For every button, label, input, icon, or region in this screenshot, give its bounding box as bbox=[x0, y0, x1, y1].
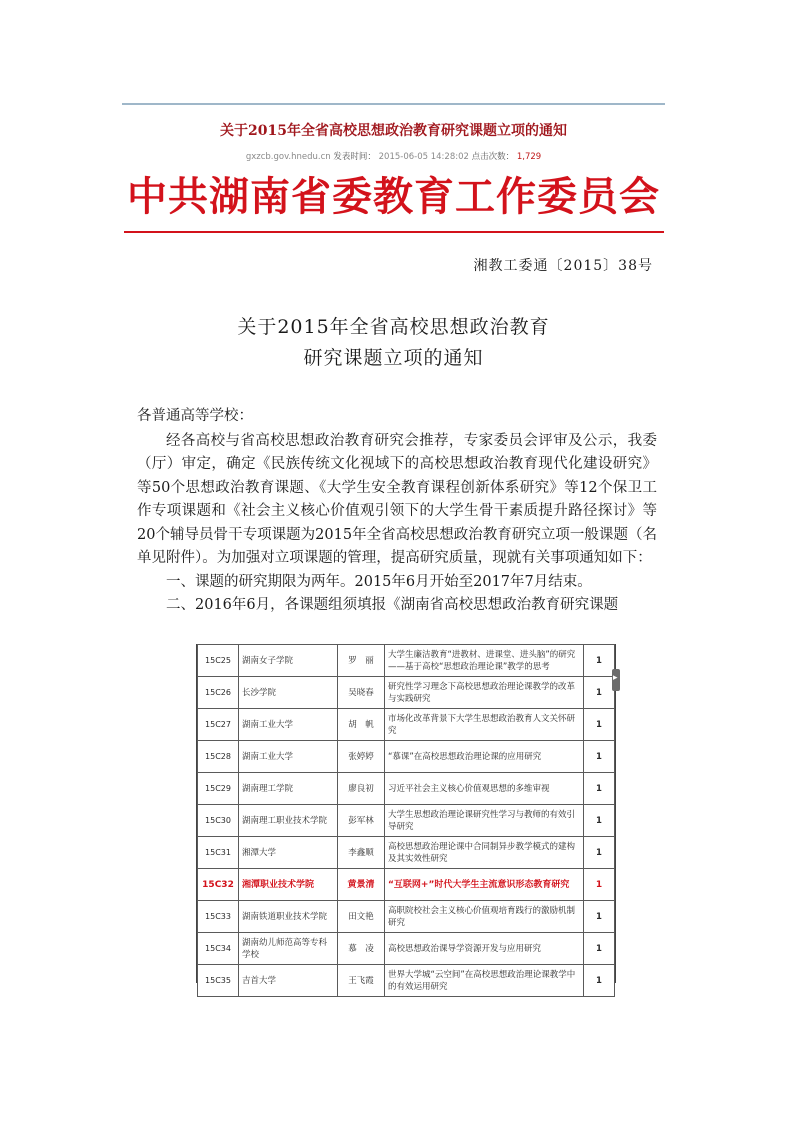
expand-arrow-icon[interactable] bbox=[612, 669, 620, 691]
project-code: 15C29 bbox=[198, 773, 239, 805]
project-code: 15C25 bbox=[198, 645, 239, 677]
header-rule bbox=[122, 103, 665, 105]
project-topic: 研究性学习理念下高校思想政治理论课教学的改革与实践研究 bbox=[385, 677, 584, 709]
project-topic: 高职院校社会主义核心价值观培育践行的激励机制研究 bbox=[385, 901, 584, 933]
table-row bbox=[198, 837, 615, 869]
project-code: 15C26 bbox=[198, 677, 239, 709]
paragraph-item-1: 一、课题的研究期限为两年。2015年6月开始至2017年7月结束。 bbox=[166, 573, 592, 590]
source-domain: gxzcb.gov.hnedu.cn bbox=[245, 152, 331, 162]
school-name: 长沙学院 bbox=[239, 677, 338, 709]
school-name: 吉首大学 bbox=[239, 965, 338, 997]
table-row bbox=[198, 741, 615, 773]
click-count: 1,729 bbox=[516, 152, 542, 162]
web-article-title: 关于2015年全省高校思想政治教育研究课题立项的通知 bbox=[220, 123, 567, 139]
table-row bbox=[198, 805, 615, 837]
masthead-red-rule bbox=[124, 231, 664, 233]
project-list-table-image bbox=[196, 644, 616, 992]
masthead: 中共湖南省委教育工作委员会 bbox=[127, 174, 660, 220]
project-count: 1 bbox=[584, 645, 615, 677]
project-topic: “互联网+”时代大学生主流意识形态教育研究 bbox=[385, 869, 584, 901]
project-count: 1 bbox=[584, 677, 615, 709]
project-topic: 大学生廉洁教育“进教材、进课堂、进头脑”的研究——基于高校“思想政治理论课”教学的思考 bbox=[385, 645, 584, 677]
project-code: 15C32 bbox=[198, 869, 239, 901]
table-row bbox=[198, 869, 615, 901]
project-leader: 慕 凌 bbox=[338, 933, 385, 965]
project-count: 1 bbox=[584, 805, 615, 837]
project-count: 1 bbox=[584, 709, 615, 741]
project-count: 1 bbox=[584, 901, 615, 933]
project-count: 1 bbox=[584, 965, 615, 997]
project-count: 1 bbox=[584, 741, 615, 773]
project-topic: “慕课”在高校思想政治理论课的应用研究 bbox=[385, 741, 584, 773]
project-count: 1 bbox=[584, 869, 615, 901]
school-name: 湘潭大学 bbox=[239, 837, 338, 869]
table-row bbox=[198, 965, 615, 997]
project-leader: 张婷婷 bbox=[338, 741, 385, 773]
paragraph-intro: 经各高校与省高校思想政治教育研究会推荐，专家委员会评审及公示，我委（厅）审定，确定《民族传统文化视域下的高校思想政治教育现代化建设研究》等50个思想政治教育课题、《大学生安全教育课程创新体系研究》等12个保卫工作专项课题和《社会主义核心价值观引领下的大学生骨干素质提升路径探讨》等20个辅导员骨干专项课题为2015年全省高校思想政治教育研究立项一般课题（名单见附件）。为加强对立项课题的管理，提高研究质量，现就有关事项通知如下： bbox=[137, 432, 657, 566]
project-leader: 王飞霞 bbox=[338, 965, 385, 997]
project-leader: 田文艳 bbox=[338, 901, 385, 933]
project-count: 1 bbox=[584, 933, 615, 965]
project-count: 1 bbox=[584, 773, 615, 805]
document-title bbox=[122, 312, 665, 374]
project-code: 15C34 bbox=[198, 933, 239, 965]
document-title-line-2: 研究课题立项的通知 bbox=[303, 347, 484, 369]
project-code: 15C30 bbox=[198, 805, 239, 837]
project-leader: 黄景清 bbox=[338, 869, 385, 901]
project-leader: 胡 帆 bbox=[338, 709, 385, 741]
project-topic: 高校思想政治课导学资源开发与应用研究 bbox=[385, 933, 584, 965]
school-name: 湖南女子学院 bbox=[239, 645, 338, 677]
project-leader: 廖良初 bbox=[338, 773, 385, 805]
project-leader: 吴晓春 bbox=[338, 677, 385, 709]
project-code: 15C31 bbox=[198, 837, 239, 869]
table-row bbox=[198, 901, 615, 933]
school-name: 湖南理工学院 bbox=[239, 773, 338, 805]
publish-label: 发表时间： bbox=[333, 152, 376, 162]
school-name: 湖南幼儿师范高等专科学校 bbox=[239, 933, 338, 965]
document-title-line-1: 关于2015年全省高校思想政治教育 bbox=[237, 316, 550, 338]
document-body bbox=[137, 405, 657, 614]
school-name: 湖南工业大学 bbox=[239, 709, 338, 741]
school-name: 湖南铁道职业技术学院 bbox=[239, 901, 338, 933]
article-meta bbox=[122, 150, 665, 162]
school-name: 湖南工业大学 bbox=[239, 741, 338, 773]
clicks-label: 点击次数： bbox=[471, 152, 515, 162]
project-topic: 大学生思想政治理论课研究性学习与教师的有效引导研究 bbox=[385, 805, 584, 837]
project-topic: 高校思想政治理论课中合同制异步教学模式的建构及其实效性研究 bbox=[385, 837, 584, 869]
document-number: 湘教工委通〔2015〕38号 bbox=[473, 258, 653, 274]
project-table bbox=[197, 644, 615, 997]
project-topic: 习近平社会主义核心价值观思想的多维审视 bbox=[385, 773, 584, 805]
school-name: 湖南理工职业技术学院 bbox=[239, 805, 338, 837]
table-row bbox=[198, 709, 615, 741]
project-code: 15C33 bbox=[198, 901, 239, 933]
table-row bbox=[198, 933, 615, 965]
table-row bbox=[198, 773, 615, 805]
school-name: 湘潭职业技术学院 bbox=[239, 869, 338, 901]
table-row bbox=[198, 645, 615, 677]
project-topic: 世界大学城“云空间”在高校思想政治理论课教学中的有效运用研究 bbox=[385, 965, 584, 997]
project-topic: 市场化改革背景下大学生思想政治教育人文关怀研究 bbox=[385, 709, 584, 741]
project-code: 15C28 bbox=[198, 741, 239, 773]
project-code: 15C27 bbox=[198, 709, 239, 741]
paragraph-item-2: 二、2016年6月，各课题组须填报《湖南省高校思想政治教育研究课题 bbox=[166, 597, 619, 613]
publish-time: 2015-06-05 14:28:02 bbox=[378, 152, 469, 162]
project-code: 15C35 bbox=[198, 965, 239, 997]
project-leader: 彭军林 bbox=[338, 805, 385, 837]
table-row bbox=[198, 677, 615, 709]
project-leader: 罗 丽 bbox=[338, 645, 385, 677]
salutation: 各普通高等学校： bbox=[137, 408, 253, 424]
project-count: 1 bbox=[584, 837, 615, 869]
project-leader: 李鑫顺 bbox=[338, 837, 385, 869]
